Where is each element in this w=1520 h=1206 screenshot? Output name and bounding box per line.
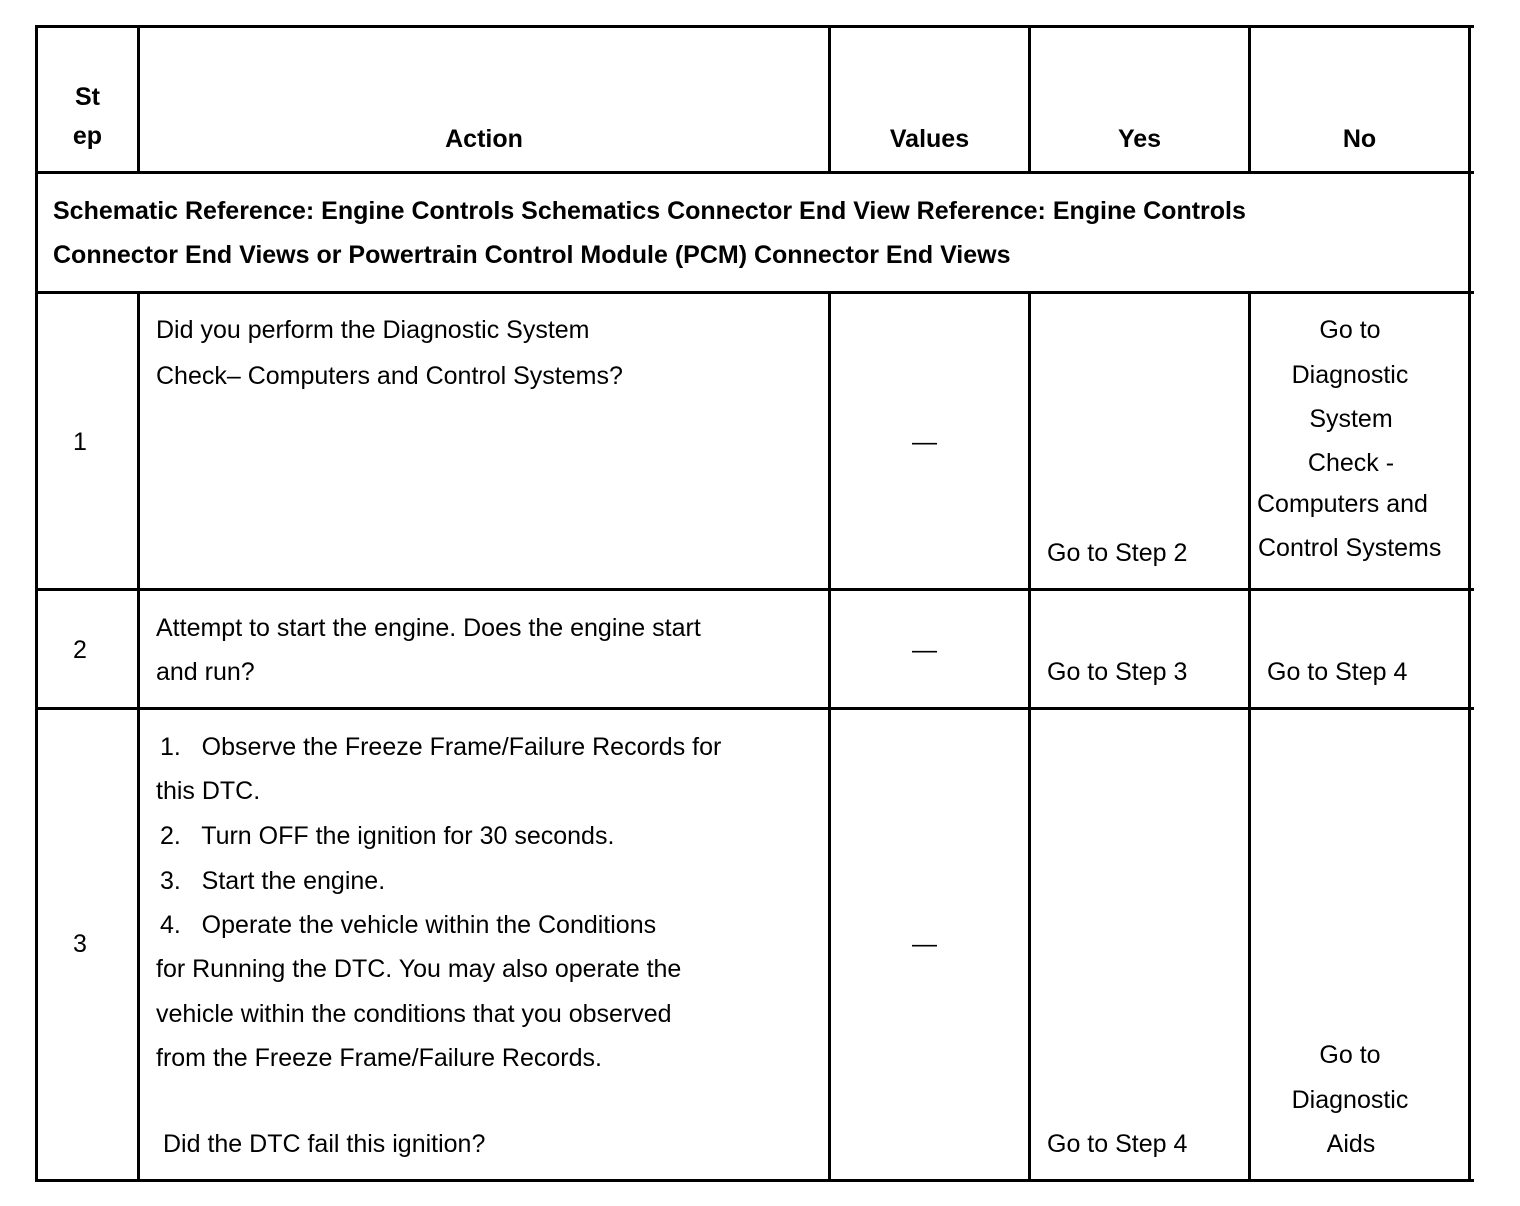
no-cell: Go to xyxy=(1319,1041,1381,1069)
header-step-line2: ep xyxy=(72,122,103,150)
action-text: Did you perform the Diagnostic System xyxy=(156,316,590,344)
action-text: 2. Turn OFF the ignition for 30 seconds. xyxy=(160,822,615,850)
table-border-right xyxy=(1468,25,1471,1182)
header-step xyxy=(38,78,137,156)
action-text: from the Freeze Frame/Failure Records. xyxy=(156,1044,602,1072)
step-number: 1 xyxy=(73,428,87,456)
action-text: for Running the DTC. You may also operate the xyxy=(156,955,682,983)
action-text: this DTC. xyxy=(156,777,261,805)
no-cell: Control Systems xyxy=(1258,534,1442,562)
no-cell: Go to xyxy=(1319,316,1381,344)
value-cell: — xyxy=(912,636,937,664)
header-no: No xyxy=(1342,125,1377,153)
column-divider xyxy=(1028,291,1031,1182)
value-cell: — xyxy=(912,930,937,958)
header-yes: Yes xyxy=(1117,125,1162,153)
value-cell: — xyxy=(912,428,937,456)
action-text: 4. Operate the vehicle within the Conditions xyxy=(160,911,657,939)
header-action: Action xyxy=(445,125,523,153)
step-number: 2 xyxy=(73,636,87,664)
header-values: Values xyxy=(889,125,970,153)
row-divider xyxy=(35,707,1474,710)
action-text: vehicle within the conditions that you observed xyxy=(156,1000,672,1028)
no-cell: Check - xyxy=(1307,449,1395,477)
action-text: 3. Start the engine. xyxy=(160,867,386,895)
table-border-left xyxy=(35,25,38,1182)
action-question: Did the DTC fail this ignition? xyxy=(163,1130,486,1158)
reference-line-1: Schematic Reference: Engine Controls Schematics Connector End View Reference: Engine Controls xyxy=(53,197,1246,225)
action-text: and run? xyxy=(156,658,255,686)
yes-cell: Go to Step 2 xyxy=(1047,539,1188,567)
column-divider xyxy=(137,291,140,1182)
action-text: Check– Computers and Control Systems? xyxy=(156,362,623,390)
no-cell: Aids xyxy=(1326,1130,1376,1158)
no-cell: System xyxy=(1309,405,1393,433)
action-text: Attempt to start the engine. Does the engine start xyxy=(156,614,701,642)
table-border-bottom xyxy=(35,1179,1474,1182)
yes-cell: Go to Step 3 xyxy=(1047,658,1188,686)
table-border-top xyxy=(35,25,1474,28)
reference-line-2: Connector End Views or Powertrain Control Module (PCM) Connector End Views xyxy=(53,241,1011,269)
no-cell: Go to Step 4 xyxy=(1267,658,1408,686)
no-cell: Computers and xyxy=(1257,490,1428,518)
no-cell: Diagnostic xyxy=(1291,1086,1409,1114)
step-number: 3 xyxy=(73,930,87,958)
header-step-line1: St xyxy=(75,83,100,111)
reference-divider xyxy=(35,291,1474,294)
action-text: 1. Observe the Freeze Frame/Failure Records for xyxy=(160,733,722,761)
no-cell: Diagnostic xyxy=(1291,361,1409,389)
header-divider xyxy=(35,171,1474,174)
row-divider xyxy=(35,588,1474,591)
yes-cell: Go to Step 4 xyxy=(1047,1130,1188,1158)
